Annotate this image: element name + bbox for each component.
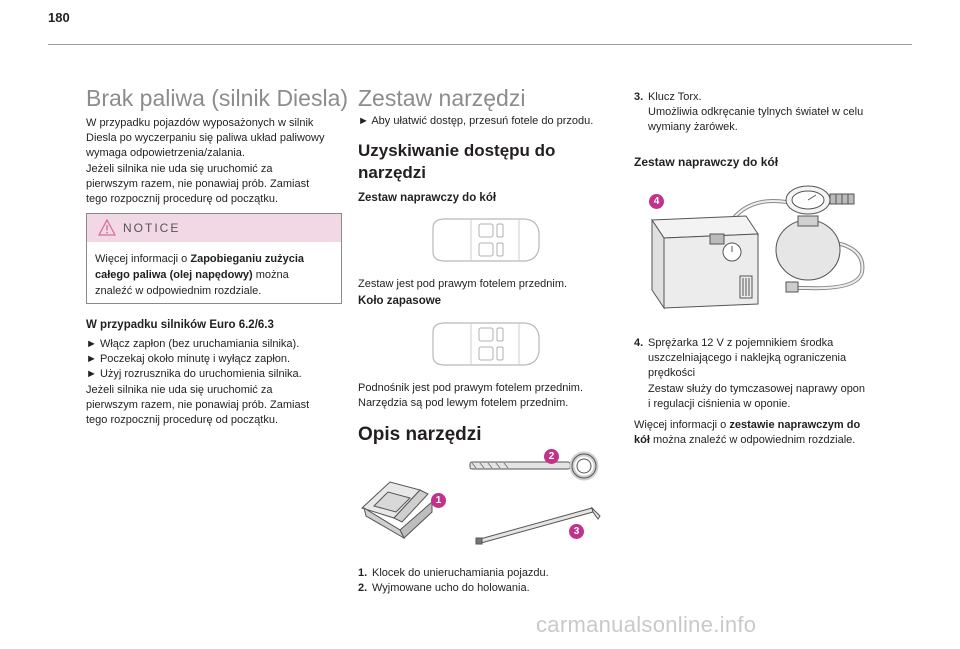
- intro-line: Jeżeli silnika nie uda się uruchomić za: [86, 162, 273, 175]
- towing-eye-icon: [470, 454, 596, 478]
- compressor-illustration: [636, 178, 881, 318]
- spare-wheel-heading: Koło zapasowe: [358, 295, 442, 307]
- kit-heading: Zestaw naprawczy do kół: [634, 155, 779, 169]
- warning-icon: [98, 219, 116, 236]
- section-title-tools: Zestaw narzędzi: [358, 85, 526, 111]
- item-4-block: [634, 336, 904, 412]
- repair-kit-heading: Zestaw naprawczy do kół: [358, 192, 497, 204]
- notice-title: NOTICE: [123, 221, 181, 235]
- item-number: 1.: [358, 567, 368, 579]
- list-item: [358, 566, 618, 581]
- compressor-icon: [652, 216, 758, 308]
- callout-3: 3: [569, 524, 584, 539]
- page-number: 180: [48, 10, 70, 25]
- item-desc: Zestaw służy do tymczasowej naprawy opon: [648, 382, 866, 395]
- watermark-footer: carmanualsonline.info: [536, 612, 757, 637]
- item-number: 2.: [358, 582, 368, 595]
- intro-line: W przypadku pojazdów wyposażonych w silnik: [86, 117, 314, 129]
- notice-bold-link: całego paliwa (olej napędowy): [95, 269, 253, 281]
- spare-line: Podnośnik jest pod prawym fotelem przednim.: [358, 382, 583, 394]
- item-desc: Umożliwia odkręcanie tylnych świateł w celu: [648, 106, 864, 119]
- item-number: 3.: [634, 91, 644, 103]
- outro-line: pierwszym razem, nie ponawiaj prób. Zamiast: [86, 398, 310, 411]
- vehicle-top-view-icon: [427, 214, 543, 266]
- item-desc: uszczelniającego i naklejką ograniczenia: [648, 352, 847, 365]
- callout-2: 2: [544, 449, 559, 464]
- section-title-fuel: Brak paliwa (silnik Diesla): [86, 85, 349, 111]
- vehicle-top-view-icon: [427, 318, 543, 370]
- more-text: Więcej informacji o: [634, 419, 730, 431]
- item-desc: prędkości: [648, 367, 696, 380]
- intro-text: [86, 116, 346, 207]
- euro-steps: [86, 337, 348, 428]
- notice-text-part: Więcej informacji o: [95, 253, 191, 265]
- notice-text-part: można: [252, 269, 289, 281]
- outro-line: Jeżeli silnika nie uda się uruchomić za: [86, 383, 273, 396]
- callout-1: 1: [431, 493, 446, 508]
- item-3-block: [634, 90, 904, 136]
- tools-illustration: [360, 446, 605, 551]
- step-item: ► Użyj rozrusznika do uruchomienia silnika.: [86, 368, 302, 381]
- access-heading: [358, 140, 555, 184]
- euro-heading: W przypadku silników Euro 6.2/6.3: [86, 319, 274, 331]
- intro-line: Diesla po wyczerpaniu się paliwa układ paliwowy: [86, 132, 325, 145]
- wheel-chock-icon: [362, 482, 432, 538]
- list-item: [358, 581, 618, 596]
- item-number: 4.: [634, 337, 644, 349]
- step-item: ► Poczekaj około minutę i wyłącz zapłon.: [86, 353, 291, 366]
- item-text: Klucz Torx.: [648, 91, 702, 103]
- intro-line: tego rozpocznij procedurę od początku.: [86, 193, 279, 206]
- spare-wheel-text: [358, 381, 618, 411]
- callout-4: 4: [649, 194, 664, 209]
- access-heading-line: Uzyskiwanie dostępu do: [358, 141, 556, 160]
- sealant-bottle-icon: [776, 186, 854, 280]
- notice-box: [86, 213, 342, 304]
- intro-line: wymaga odpowietrzenia/zalania.: [86, 147, 245, 160]
- notice-bold-link: Zapobieganiu zużycia: [190, 253, 305, 265]
- outro-line: tego rozpocznij procedurę od początku.: [86, 414, 279, 427]
- notice-header: [87, 214, 341, 242]
- item-text: Wyjmowane ucho do holowania.: [372, 582, 530, 595]
- notice-text-part: znaleźć w odpowiednim rozdziale.: [95, 285, 262, 297]
- more-bold-link: kół: [634, 434, 650, 447]
- more-text: można znaleźć w odpowiednim rozdziale.: [649, 434, 856, 447]
- item-desc: i regulacji ciśnienia w oponie.: [648, 397, 791, 410]
- item-text: Sprężarka 12 V z pojemnikiem środka: [648, 337, 834, 349]
- tools-heading: Opis narzędzi: [358, 424, 482, 445]
- step-item: ► Włącz zapłon (bez uruchamiania silnika).: [86, 338, 300, 350]
- kit-more-info: [634, 418, 904, 448]
- item-text: Klocek do unieruchamiania pojazdu.: [372, 567, 549, 579]
- item-desc: wymiany żarówek.: [648, 121, 738, 134]
- step-item: ► Aby ułatwić dostęp, przesuń fotele do przodu.: [358, 115, 594, 127]
- intro-line: pierwszym razem, nie ponawiaj prób. Zamiast: [86, 177, 310, 190]
- more-bold-link: zestawie naprawczym do: [729, 419, 861, 431]
- spare-line: Narzędzia są pod lewym fotelem przednim.: [358, 397, 569, 410]
- access-heading-line: narzędzi: [358, 163, 427, 182]
- notice-text: [95, 251, 335, 299]
- repair-kit-location: Zestaw jest pod prawym fotelem przednim.: [358, 278, 568, 290]
- header-rule: [48, 44, 912, 45]
- tool-list: [358, 566, 618, 596]
